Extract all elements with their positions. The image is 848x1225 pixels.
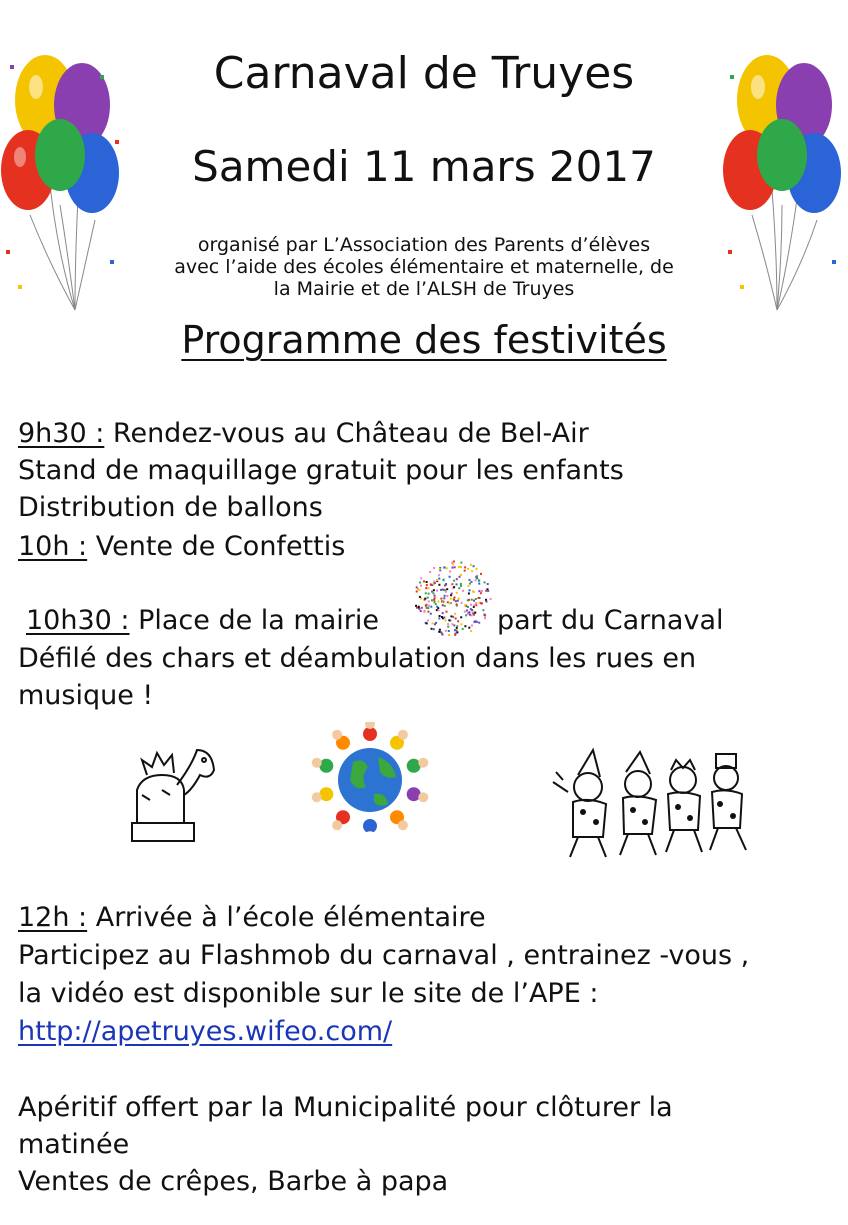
schedule-detail: Participez au Flashmob du carnaval , entrainez -vous , [18, 940, 750, 971]
confetti-icon [410, 555, 495, 640]
schedule-detail: Ventes de crêpes, Barbe à papa [18, 1166, 449, 1197]
schedule-time: 12h : [18, 902, 88, 933]
event-date: Samedi 11 mars 2017 [192, 142, 656, 191]
organizer-line: la Mairie et de l’ALSH de Truyes [273, 278, 575, 300]
schedule-item: 10h : Vente de Confettis [18, 531, 346, 562]
schedule-item: 12h : Arrivée à l’école élémentaire [18, 902, 486, 933]
schedule-detail: Apéritif offert par la Municipalité pour clôturer la [18, 1092, 673, 1123]
program-heading: Programme des festivités [181, 318, 667, 362]
schedule-item: 9h30 : Rendez-vous au Château de Bel-Air [18, 418, 589, 449]
page-title: Carnaval de Truyes [213, 48, 635, 99]
schedule-detail: Défilé des chars et déambulation dans les rues en [18, 643, 697, 674]
organizer-line: organisé par L’Association des Parents d’élèves [197, 234, 651, 256]
kids-around-globe-icon [308, 722, 433, 832]
dragon-float-icon [122, 735, 222, 850]
schedule-detail: musique ! [18, 680, 154, 711]
schedule-detail: matinée [18, 1129, 130, 1160]
clowns-parade-icon [548, 742, 758, 862]
schedule-detail: part du Carnaval [497, 605, 724, 636]
schedule-time: 10h30 : [26, 605, 130, 636]
schedule-detail: la vidéo est disponible sur le site de l’APE : [18, 978, 599, 1009]
schedule-time: 10h : [18, 531, 88, 562]
schedule-detail: Stand de maquillage gratuit pour les enfants [18, 455, 624, 486]
ape-website-link[interactable]: http://apetruyes.wifeo.com/ [18, 1016, 393, 1047]
schedule-detail: Distribution de ballons [18, 492, 323, 523]
organizer-line: avec l’aide des écoles élémentaire et maternelle, de [174, 256, 674, 278]
schedule-time: 9h30 : [18, 418, 105, 449]
schedule-item: 10h30 : Place de la mairie [26, 605, 379, 636]
